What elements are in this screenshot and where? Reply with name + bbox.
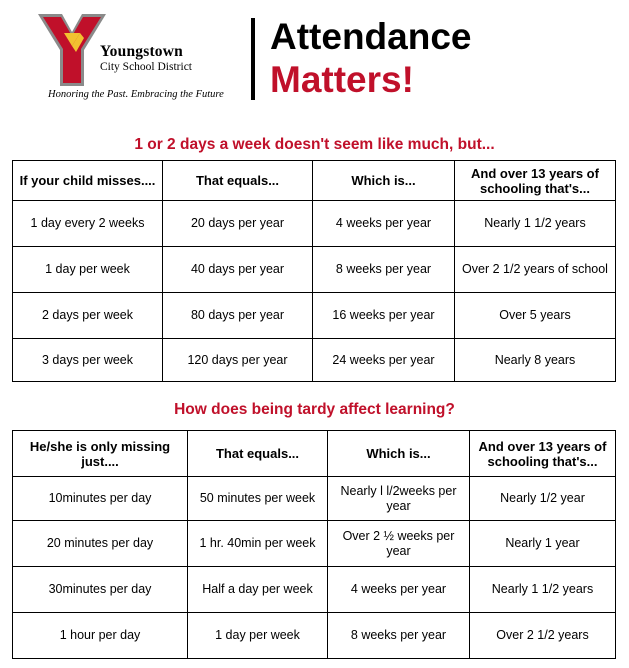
table-cell: Nearly 1 1/2 years <box>470 567 616 613</box>
table-cell: 1 day per week <box>188 613 328 659</box>
column-header: That equals... <box>163 161 313 201</box>
district-name-line1: Youngstown <box>100 43 183 60</box>
section1-heading: 1 or 2 days a week doesn't seem like much, but... <box>134 136 495 153</box>
table-cell: 30minutes per day <box>13 567 188 613</box>
table-cell: 4 weeks per year <box>328 567 470 613</box>
tardy-table <box>12 430 616 659</box>
table-cell: Half a day per week <box>188 567 328 613</box>
table-cell: Nearly 1 1/2 years <box>455 201 616 247</box>
table-header-row <box>13 431 616 477</box>
table-cell: 1 day every 2 weeks <box>13 201 163 247</box>
table-cell: Over 2 1/2 years <box>470 613 616 659</box>
table-cell: Nearly 1/2 year <box>470 477 616 521</box>
district-tagline: Honoring the Past. Embracing the Future <box>48 89 224 100</box>
district-logo <box>36 12 236 104</box>
table-row <box>13 339 616 382</box>
table-cell: 8 weeks per year <box>313 247 455 293</box>
table-cell: 3 days per week <box>13 339 163 382</box>
column-header: He/she is only missing just.... <box>13 431 188 477</box>
table-cell: Nearly 1 year <box>470 521 616 567</box>
column-header: Which is... <box>328 431 470 477</box>
table-cell: 1 hour per day <box>13 613 188 659</box>
table-cell: 10minutes per day <box>13 477 188 521</box>
table-cell: 40 days per year <box>163 247 313 293</box>
table-cell: 80 days per year <box>163 293 313 339</box>
table-cell: 24 weeks per year <box>313 339 455 382</box>
table-row <box>13 567 616 613</box>
table-cell: Over 2 1/2 years of school <box>455 247 616 293</box>
table-header-row <box>13 161 616 201</box>
table-row <box>13 613 616 659</box>
table-cell: 1 day per week <box>13 247 163 293</box>
table-cell: Nearly l l/2weeks per year <box>328 477 470 521</box>
district-name-line2: City School District <box>100 61 192 73</box>
table-cell: 20 days per year <box>163 201 313 247</box>
table-cell: Over 2 ½ weeks per year <box>328 521 470 567</box>
table-row <box>13 293 616 339</box>
table-cell: 120 days per year <box>163 339 313 382</box>
column-header: And over 13 years of schooling that's... <box>470 431 616 477</box>
table-row <box>13 521 616 567</box>
section2-heading: How does being tardy affect learning? <box>174 401 455 418</box>
header-divider <box>251 18 255 100</box>
table-row <box>13 247 616 293</box>
column-header: And over 13 years of schooling that's... <box>455 161 616 201</box>
table-cell: Over 5 years <box>455 293 616 339</box>
column-header: That equals... <box>188 431 328 477</box>
table-row <box>13 477 616 521</box>
y-logo-icon <box>36 12 108 88</box>
column-header: If your child misses.... <box>13 161 163 201</box>
page-title-line1: Attendance <box>270 16 472 57</box>
page-title-line2: Matters! <box>270 59 414 100</box>
table-row <box>13 201 616 247</box>
column-header: Which is... <box>313 161 455 201</box>
table-cell: 4 weeks per year <box>313 201 455 247</box>
table-cell: 8 weeks per year <box>328 613 470 659</box>
table-cell: 20 minutes per day <box>13 521 188 567</box>
table-cell: 50 minutes per week <box>188 477 328 521</box>
table-cell: 2 days per week <box>13 293 163 339</box>
table-cell: Nearly 8 years <box>455 339 616 382</box>
table-cell: 1 hr. 40min per week <box>188 521 328 567</box>
table-cell: 16 weeks per year <box>313 293 455 339</box>
absence-table <box>12 160 616 382</box>
